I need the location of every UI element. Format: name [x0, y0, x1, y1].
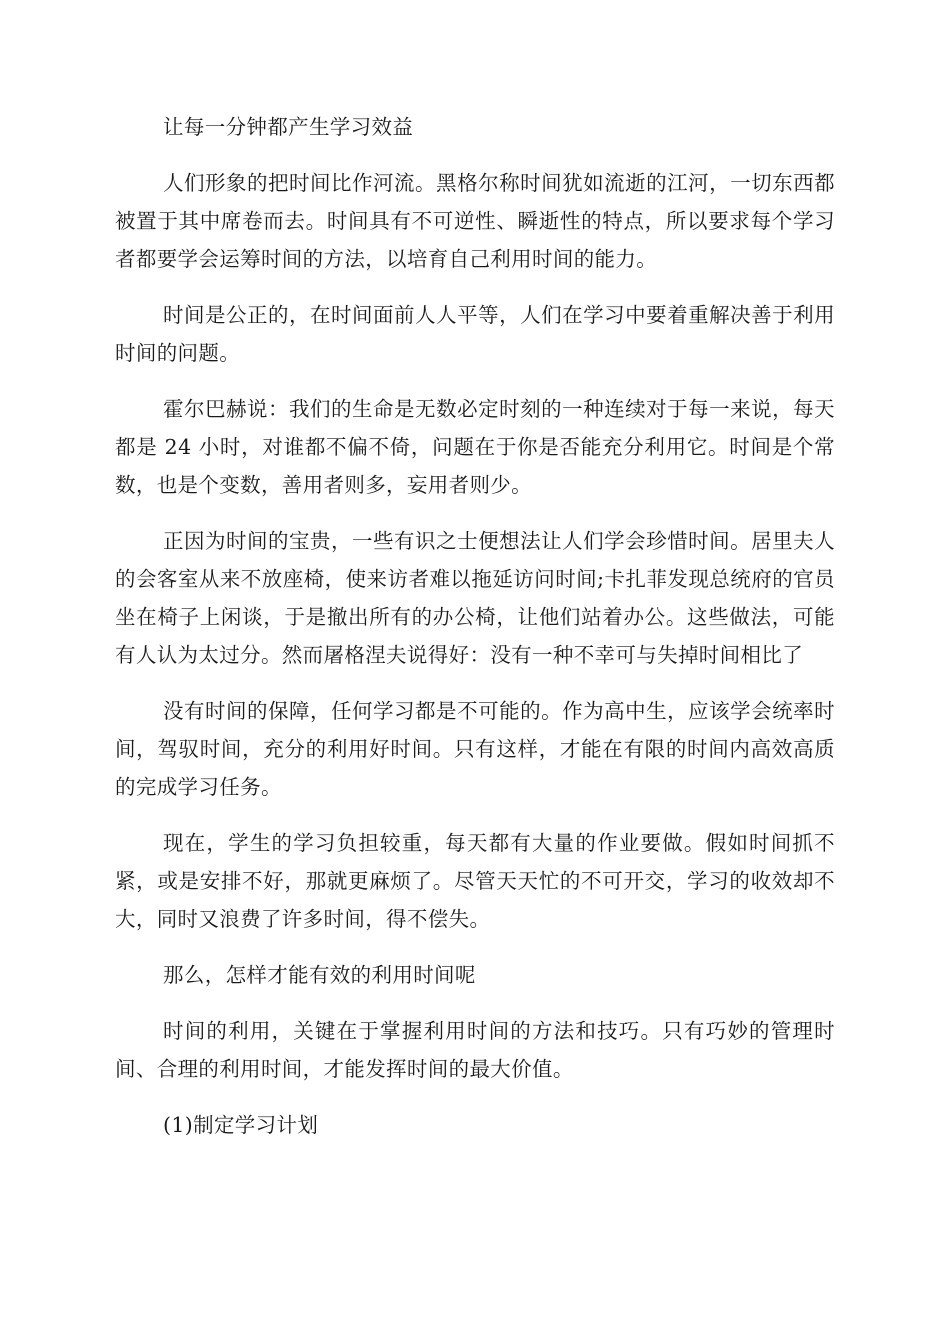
paragraph-time-guarantee: 没有时间的保障，任何学习都是不可能的。作为高中生，应该学会统率时间，驾驭时间，充分的利用好时间。只有这样，才能在有限的时间内高效高质的完成学习任务。: [115, 699, 835, 799]
document-page: [115, 108, 835, 1162]
paragraph-value-time-examples: 正因为时间的宝贵，一些有识之士便想法让人们学会珍惜时间。居里夫人的会客室从来不放座椅，使来访者难以拖延访问时间;卡扎菲发现总统府的官员坐在椅子上闲谈，于是撤出所有的办公椅，让他们站着办公。这些做法，可能有人认为太过分。然而屠格涅夫说得好：没有一种不幸可与失掉时间相比了: [115, 529, 835, 667]
paragraph-holbach-quote: 霍尔巴赫说：我们的生命是无数必定时刻的一种连续对于每一来说，每天都是 24 小时，对谁都不偏不倚，问题在于你是否能充分利用它。时间是个常数，也是个变数，善用者则多，妄用者则少。: [115, 397, 835, 497]
paragraph-methods: 时间的利用，关键在于掌握利用时间的方法和技巧。只有巧妙的管理时间、合理的利用时间，才能发挥时间的最大价值。: [115, 1019, 835, 1081]
document-title: 让每一分钟都产生学习效益: [163, 115, 414, 139]
paragraph-time-as-river: 人们形象的把时间比作河流。黑格尔称时间犹如流逝的江河，一切东西都被置于其中席卷而去。时间具有不可逆性、瞬逝性的特点，所以要求每个学习者都要学会运筹时间的方法，以培育自己利用时间的能力。: [115, 171, 835, 271]
paragraph-time-is-fair: 时间是公正的，在时间面前人人平等，人们在学习中要着重解决善于利用时间的问题。: [115, 303, 835, 365]
paragraph-make-plan-heading: (1)制定学习计划: [163, 1113, 319, 1137]
paragraph-question: 那么，怎样才能有效的利用时间呢: [163, 963, 476, 987]
paragraph-study-burden: 现在，学生的学习负担较重，每天都有大量的作业要做。假如时间抓不紧，或是安排不好，那就更麻烦了。尽管天天忙的不可开交，学习的收效却不大，同时又浪费了许多时间，得不偿失。: [115, 831, 835, 931]
